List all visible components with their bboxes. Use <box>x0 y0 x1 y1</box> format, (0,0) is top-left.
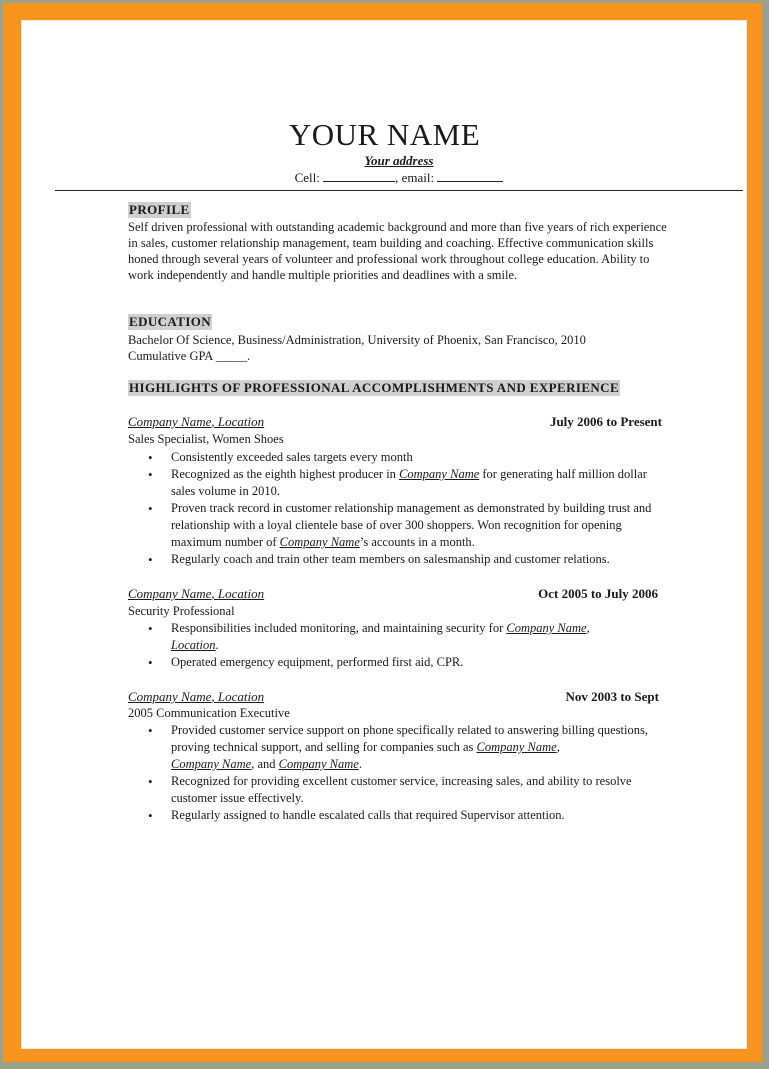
job-company: Company Name, Location <box>128 586 265 601</box>
job-header <box>128 413 662 430</box>
list-item: • Proven track record in customer relationship management as demonstrated by building trust and relationship with a loyal clientele base of over 300 shoppers. Won recognition for opening maximum number of Company Name’s accounts in a month. <box>128 500 673 551</box>
highlights-heading: HIGHLIGHTS OF PROFESSIONAL ACCOMPLISHMENTS AND EXPERIENCE <box>129 380 620 395</box>
list-item: • Recognized for providing excellent customer service, increasing sales, and ability to resolve customer issue effectively. <box>128 773 673 807</box>
list-item: • Responsibilities included monitoring, and maintaining security for Company Name, Location. <box>128 620 673 654</box>
email-label: , email: <box>395 170 435 185</box>
education-text <box>128 332 676 364</box>
job-dates: Oct 2005 to July 2006 <box>538 586 658 601</box>
education-degree: Bachelor Of Science, Business/Administration, University of Phoenix, San Francisco, 2010 <box>128 333 586 347</box>
cell-blank <box>323 171 395 182</box>
job-header <box>128 688 659 705</box>
job-title: Security Professional <box>128 604 235 618</box>
list-item: • Recognized as the eighth highest producer in Company Name for generating half million dollar sales volume in 2010. <box>128 466 673 500</box>
job-title: 2005 Communication Executive <box>128 706 290 720</box>
job-bullets <box>128 449 673 568</box>
job-title: Sales Specialist, Women Shoes <box>128 432 284 446</box>
profile-text: Self driven professional with outstanding academic background and more than five years of rich experience in sales, customer relationship management, team building and coaching. Effective communication skills honed through several years of volunteer and professional work throughout college education. Ability to work independently and handle multiple priorities and deadlines with a smile. <box>128 220 667 282</box>
job-dates: Nov 2003 to Sept <box>565 689 659 704</box>
job-bullets <box>128 620 673 671</box>
resume-name: YOUR NAME <box>288 117 481 152</box>
contact-line <box>0 170 769 186</box>
header-divider <box>55 190 743 191</box>
list-item: • Regularly coach and train other team members on salesmanship and customer relations. <box>128 551 673 568</box>
job-bullets <box>128 722 673 824</box>
education-gpa: Cumulative GPA _____. <box>128 349 251 363</box>
list-item: • Regularly assigned to handle escalated calls that required Supervisor attention. <box>128 807 673 824</box>
list-item: • Provided customer service support on phone specifically related to answering billing questions, proving technical support, and selling for companies such as Company Name, Company Name, and Company Name. <box>128 722 673 773</box>
job-dates: July 2006 to Present <box>549 414 662 429</box>
list-item: • Operated emergency equipment, performed first aid, CPR. <box>128 654 673 671</box>
education-heading: EDUCATION <box>129 314 212 329</box>
job-header <box>128 585 658 602</box>
email-blank <box>437 171 503 182</box>
job-company: Company Name, Location <box>128 689 265 704</box>
resume-address: Your address <box>364 153 434 168</box>
profile-heading: PROFILE <box>129 202 190 217</box>
job-company: Company Name, Location <box>128 414 265 429</box>
cell-label: Cell: <box>294 170 320 185</box>
list-item: • Consistently exceeded sales targets every month <box>128 449 673 466</box>
